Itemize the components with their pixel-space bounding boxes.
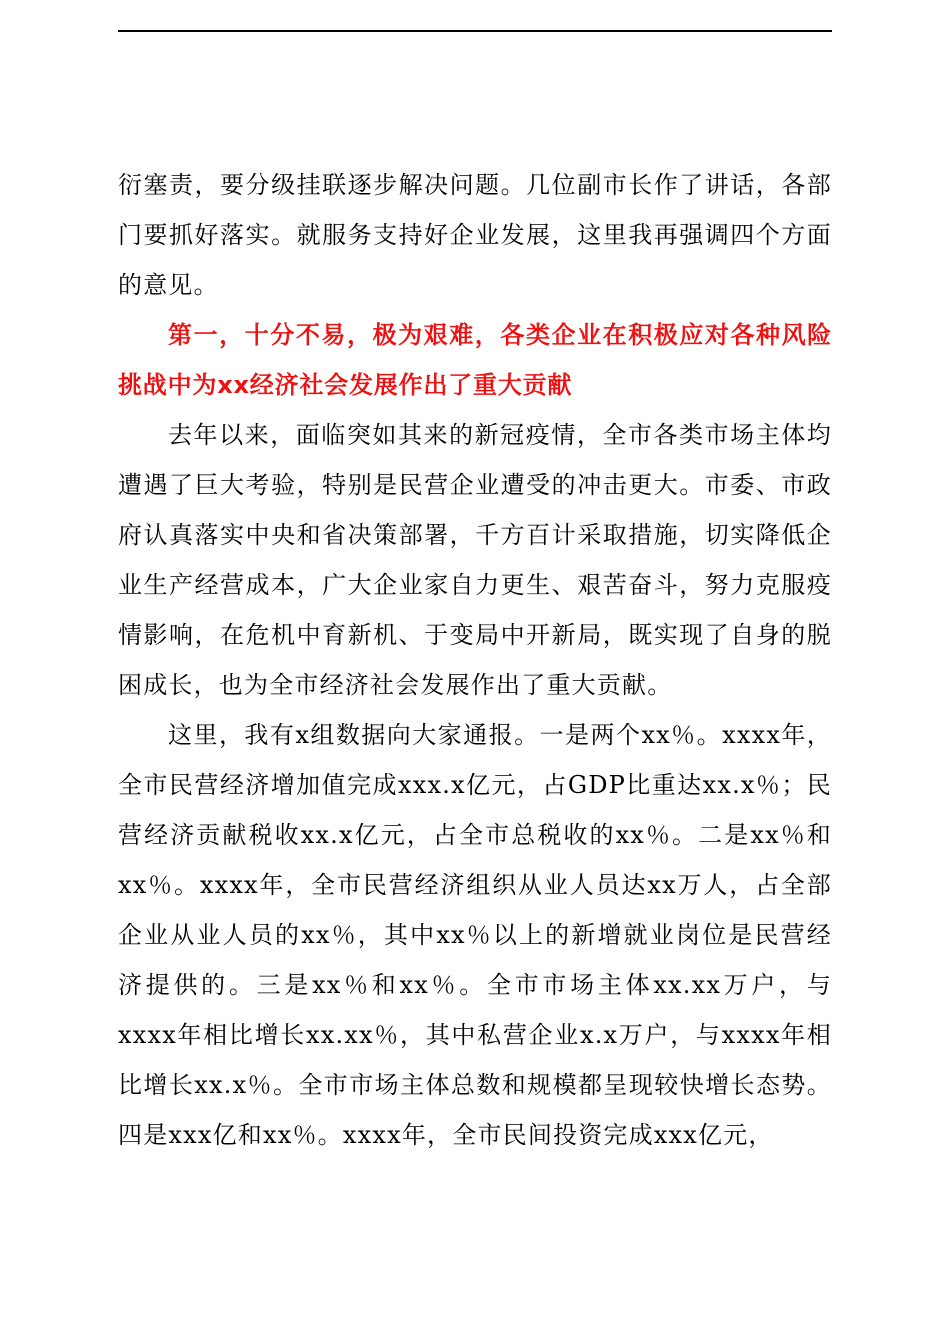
section-heading: 第一，十分不易，极为艰难，各类企业在积极应对各种风险挑战中为xx经济社会发展作出了重大贡献 <box>118 321 832 399</box>
opening-paragraph: 衍塞责，要分级挂联逐步解决问题。几位副市长作了讲话，各部门要抓好落实。就服务支持好企业发展，这里我再强调四个方面的意见。 <box>118 171 832 299</box>
header-rule <box>118 30 832 32</box>
body-paragraph-2: 这里，我有x组数据向大家通报。一是两个xx％。xxxx年，全市民营经济增加值完成xxx.x亿元，占GDP比重达xx.x％；民营经济贡献税收xx.x亿元，占全市总税收的xx％。二是xx％和xx％。xxxx年，全市民营经济组织从业人员达xx万人，占全部企业从业人员的xx％，其中xx％以上的新增就业岗位是民营经济提供的。三是xx％和xx％。全市市场主体xx.xx万户，与xxxx年相比增长xx.xx％，其中私营企业x.x万户，与xxxx年相比增长xx.x％。全市市场主体总数和规模都呈现较快增长态势。四是xxx亿和xx％。xxxx年，全市民间投资完成xxx亿元， <box>118 721 832 1149</box>
body-paragraph-1: 去年以来，面临突如其来的新冠疫情，全市各类市场主体均遭遇了巨大考验，特别是民营企业遭受的冲击更大。市委、市政府认真落实中央和省决策部署，千方百计采取措施，切实降低企业生产经营成本，广大企业家自力更生、艰苦奋斗，努力克服疫情影响，在危机中育新机、于变局中开新局，既实现了自身的脱困成长，也为全市经济社会发展作出了重大贡献。 <box>118 421 832 699</box>
document-body <box>118 160 832 1160</box>
